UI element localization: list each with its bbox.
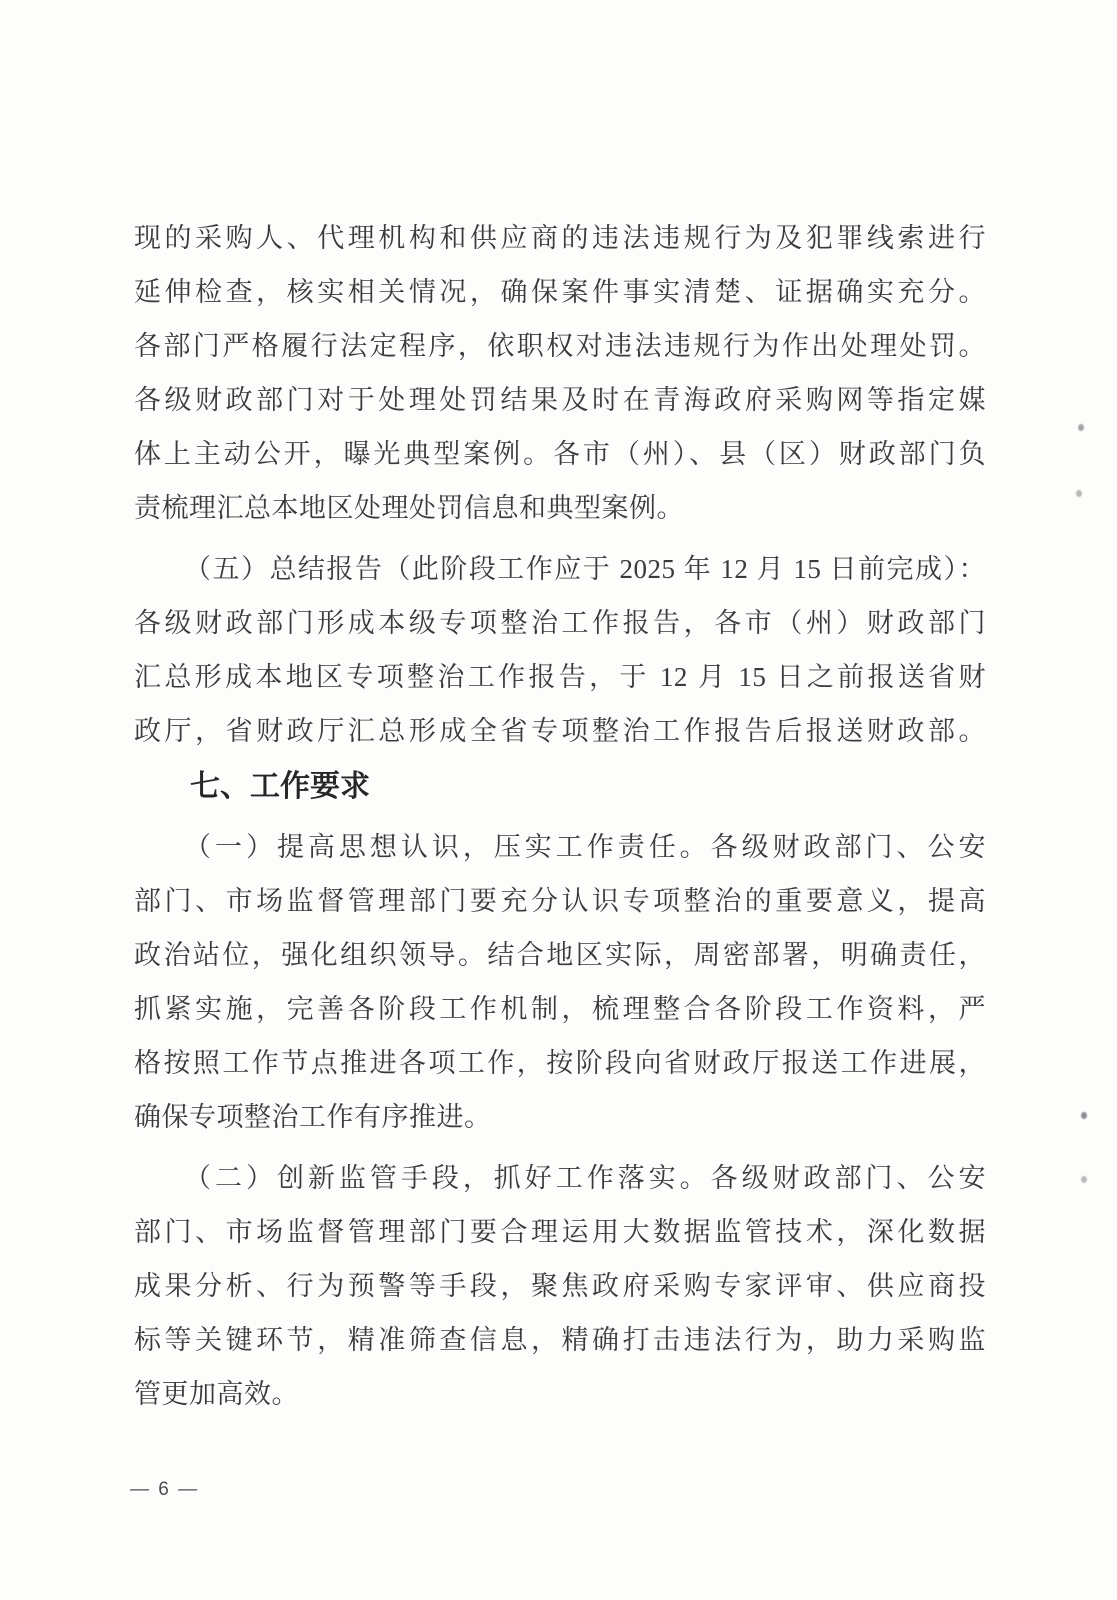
text-line: （二）创新监管手段，抓好工作落实。各级财政部门、公安 — [184, 1163, 986, 1193]
text-line: 体上主动公开，曝光典型案例。各市（州）、县（区）财政部门负 — [134, 439, 986, 469]
text-line: 政治站位，强化组织领导。结合地区实际，周密部署，明确责任， — [134, 940, 986, 970]
text-line: 部门、市场监督管理部门要充分认识专项整治的重要意义，提高 — [134, 886, 986, 916]
text-line: 各级财政部门形成本级专项整治工作报告，各市（州）财政部门 — [134, 608, 986, 638]
text-line: 各级财政部门对于处理处罚结果及时在青海政府采购网等指定媒 — [134, 385, 986, 415]
text-line: 标等关键环节，精准筛查信息，精确打击违法行为，助力采购监 — [134, 1325, 986, 1355]
scan-speck — [1081, 1112, 1087, 1119]
scan-speck — [1078, 424, 1084, 431]
paragraph — [134, 542, 986, 758]
paragraph — [134, 1151, 986, 1421]
text-line: 各部门严格履行法定程序，依职权对违法违规行为作出处理处罚。 — [134, 331, 986, 361]
section-heading: 七、工作要求 — [190, 770, 370, 803]
scan-speck — [1081, 1176, 1087, 1183]
text-line: 责梳理汇总本地区处理处罚信息和典型案例。 — [134, 493, 684, 523]
text-line: 延伸检查，核实相关情况，确保案件事实清楚、证据确实充分。 — [134, 277, 986, 307]
text-line: 抓紧实施，完善各阶段工作机制，梳理整合各阶段工作资料，严 — [134, 994, 986, 1024]
page-number: — 6 — — [130, 1479, 200, 1500]
paragraph — [134, 820, 986, 1144]
text-line: 管更加高效。 — [134, 1379, 299, 1409]
document-body — [134, 211, 986, 1421]
text-line: 政厅，省财政厅汇总形成全省专项整治工作报告后报送财政部。 — [134, 716, 986, 746]
scan-speck — [1076, 490, 1082, 497]
text-line: 汇总形成本地区专项整治工作报告，于 12 月 15 日之前报送省财 — [134, 662, 986, 692]
text-line: （五）总结报告（此阶段工作应于 2025 年 12 月 15 日前完成）： — [184, 554, 986, 584]
text-line: 格按照工作节点推进各项工作，按阶段向省财政厅报送工作进展， — [134, 1048, 986, 1078]
text-line: 成果分析、行为预警等手段，聚焦政府采购专家评审、供应商投 — [134, 1271, 986, 1301]
text-line: 部门、市场监督管理部门要合理运用大数据监管技术，深化数据 — [134, 1217, 986, 1247]
text-line: （一）提高思想认识，压实工作责任。各级财政部门、公安 — [184, 832, 986, 862]
text-line: 现的采购人、代理机构和供应商的违法违规行为及犯罪线索进行 — [134, 223, 986, 253]
paragraph — [134, 211, 986, 535]
text-line: 确保专项整治工作有序推进。 — [134, 1102, 492, 1132]
